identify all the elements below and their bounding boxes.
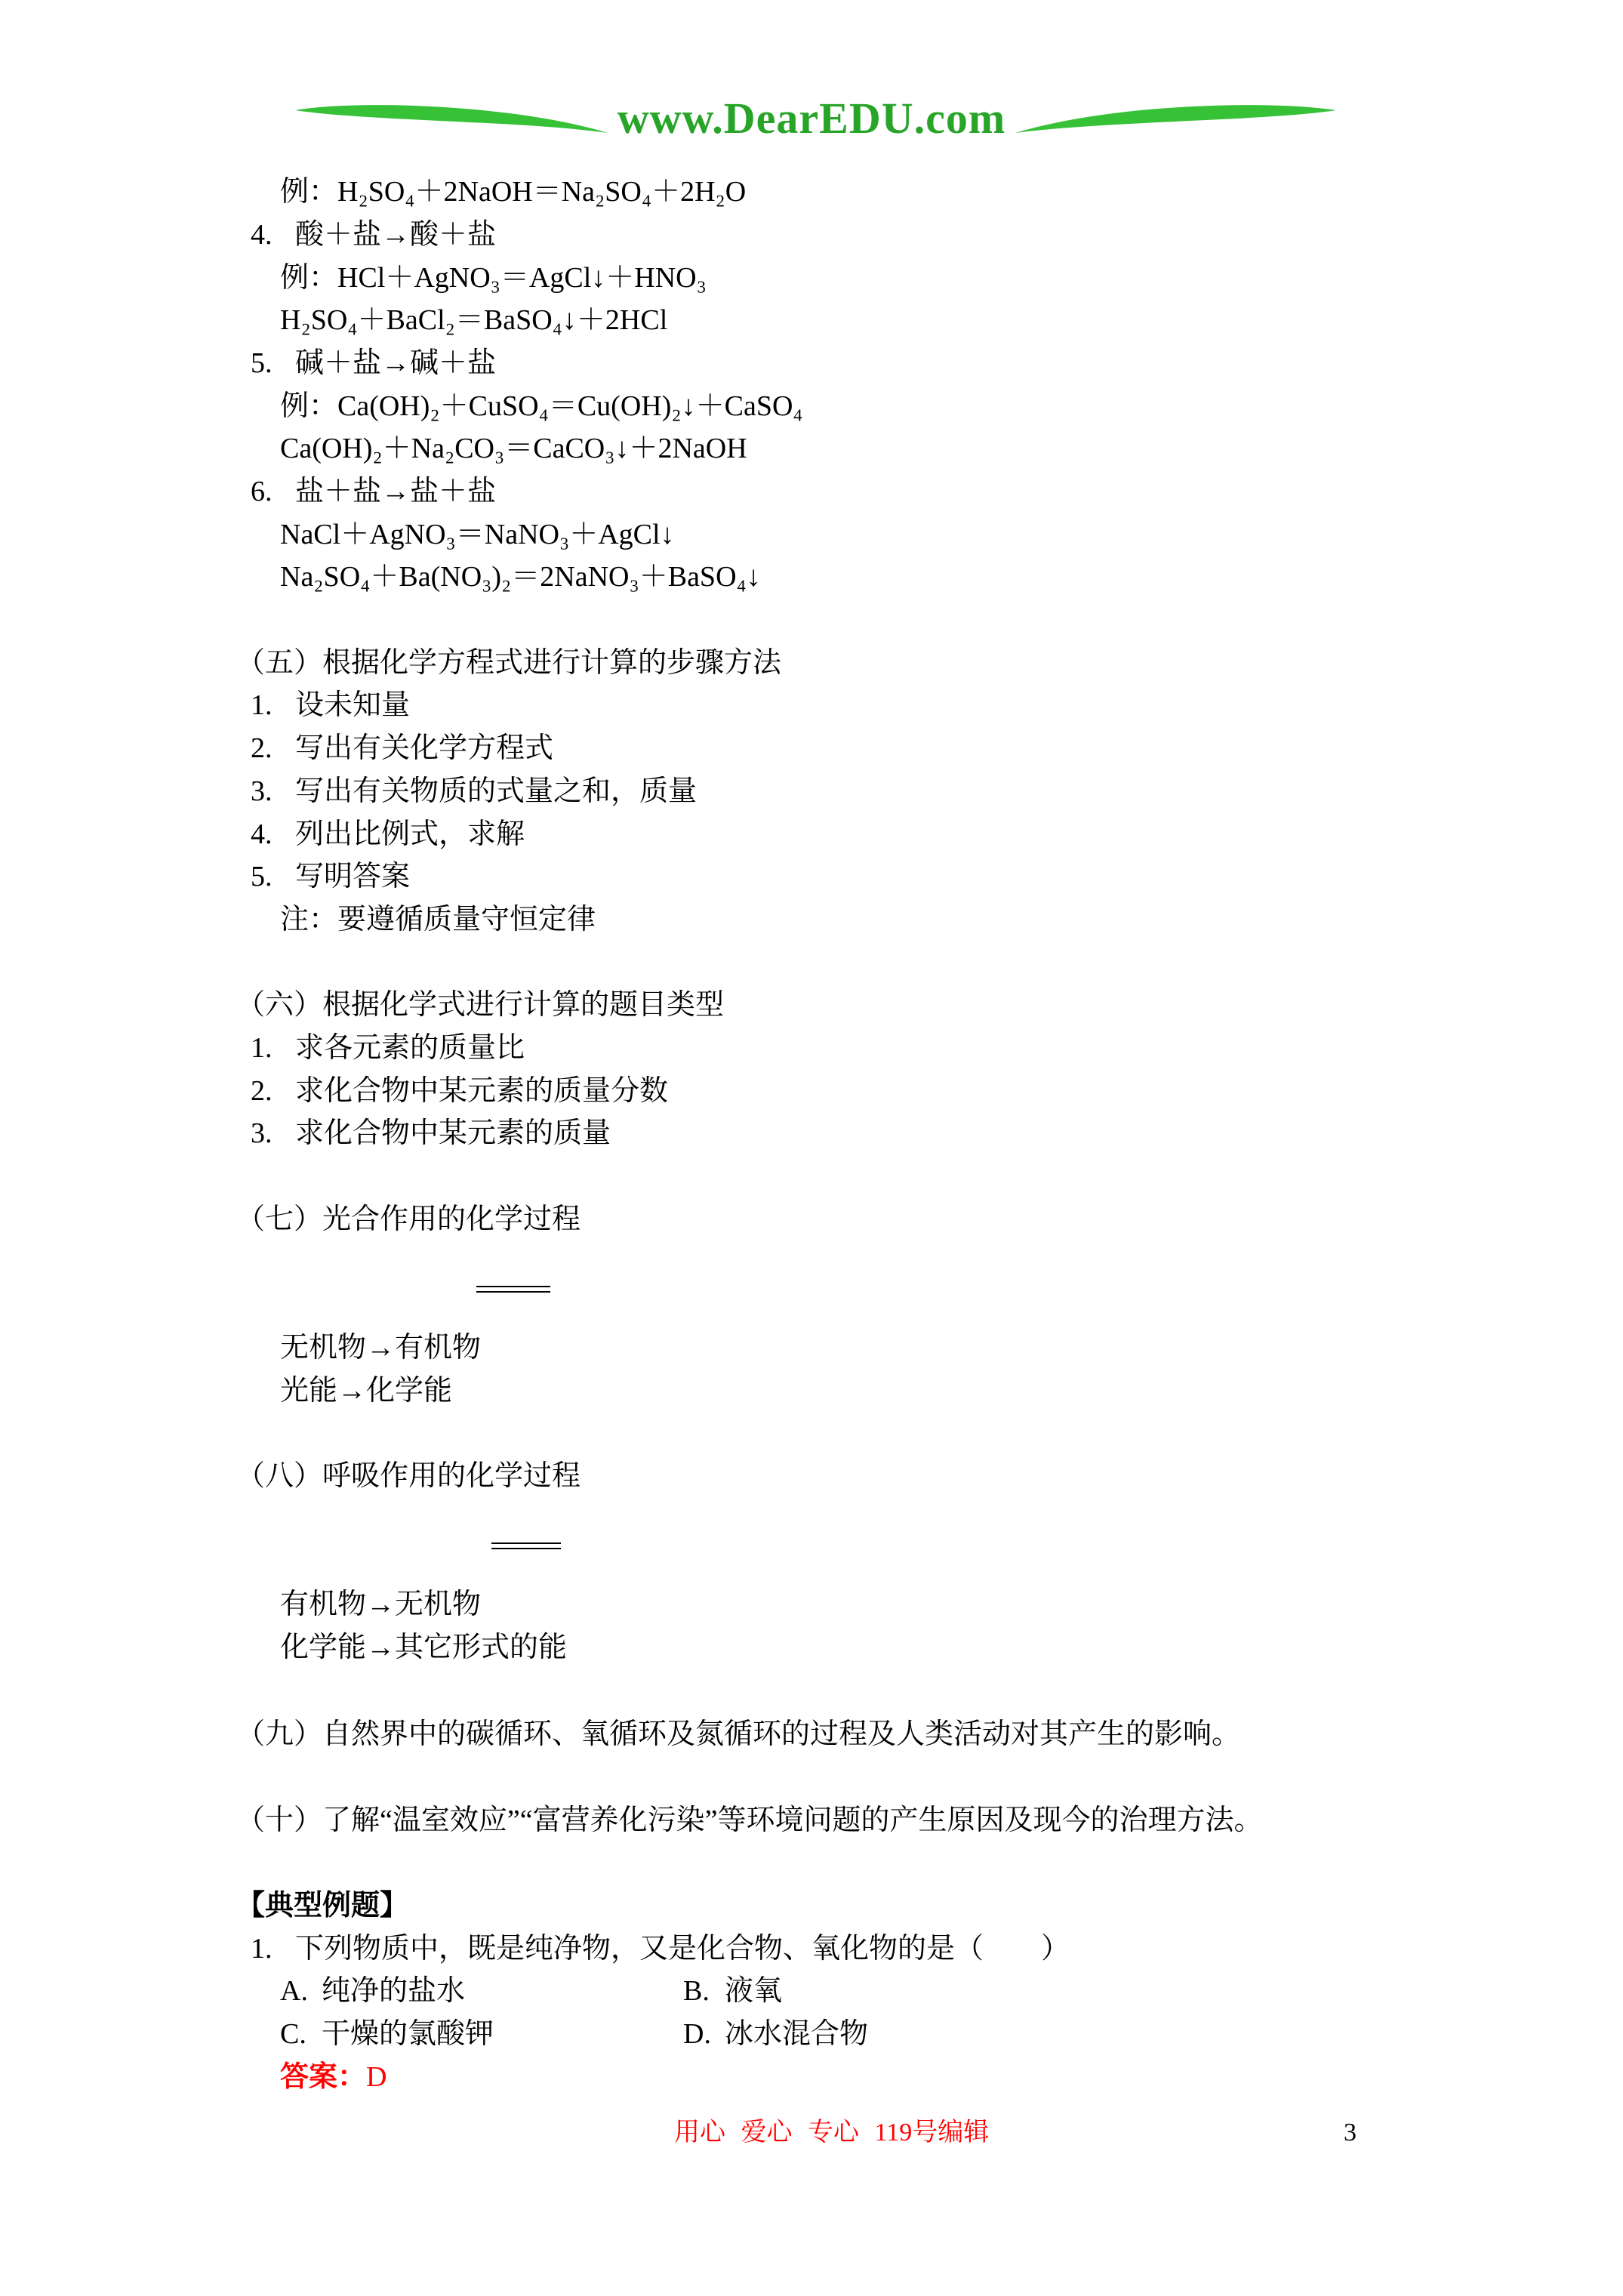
section-heading: （十）了解“温室效应”“富营养化污染”等环境问题的产生原因及现今的治理方法。	[236, 1804, 1263, 1836]
reaction-type-item	[251, 470, 496, 513]
example-equation: Ca(OH)₂＋Na₂CO₃＝CaCO₃↓＋2NaOH	[280, 433, 747, 464]
answer-value: D	[366, 2061, 387, 2093]
page-number: 3	[1344, 2119, 1357, 2147]
list-item	[251, 1112, 611, 1154]
item-number: 4.	[251, 219, 273, 251]
item-number: 1.	[251, 1032, 273, 1064]
process-line: 光能→化学能	[280, 1375, 453, 1407]
process-line: 化学能→其它形式的能	[280, 1632, 568, 1663]
section-heading: （七）光合作用的化学过程	[236, 1203, 581, 1235]
item-number: 2.	[251, 732, 273, 764]
example-equation: H₂SO₄＋BaCl₂＝BaSO₄↓＋2HCl	[280, 304, 668, 336]
question-number: 1.	[251, 1933, 273, 1965]
option-c	[280, 2013, 494, 2055]
item-text: 写明答案	[295, 861, 411, 892]
item-number: 5.	[251, 347, 273, 379]
item-text: 盐＋盐→盐＋盐	[295, 476, 497, 507]
option-label: A.	[280, 1975, 308, 2007]
section-heading: （八）呼吸作用的化学过程	[236, 1460, 581, 1492]
reaction-type-item	[251, 342, 496, 384]
list-item	[251, 1027, 525, 1069]
option-text: 干燥的氯酸钾	[322, 2018, 494, 2050]
option-text: 冰水混合物	[725, 2018, 869, 2050]
item-text: 设未知量	[295, 689, 411, 721]
list-item	[251, 684, 410, 726]
option-label: D.	[683, 2018, 711, 2050]
item-text: 写出有关化学方程式	[295, 732, 554, 764]
example-equation: NaCl＋AgNO₃＝NaNO₃＋AgCl↓	[280, 519, 675, 550]
section-heading: （六）根据化学式进行计算的题目类型	[236, 989, 725, 1021]
option-b	[683, 1970, 782, 2012]
example-equation: 例：Ca(OH)₂＋CuSO₄＝Cu(OH)₂↓＋CaSO₄	[280, 390, 803, 422]
item-text: 写出有关物质的式量之和，质量	[295, 775, 698, 807]
item-text: 碱＋盐→碱＋盐	[295, 347, 497, 379]
answer	[280, 2056, 387, 2098]
list-item	[251, 770, 697, 812]
equation-double-line	[491, 1542, 561, 1549]
footer-slogan: 用心 爱心 专心 119号编辑	[674, 2119, 990, 2147]
item-number: 3.	[251, 775, 273, 807]
item-number: 2.	[251, 1075, 273, 1107]
examples-heading: 【典型例题】	[236, 1890, 409, 1922]
process-line: 有机物→无机物	[280, 1589, 482, 1620]
item-number: 5.	[251, 861, 273, 892]
option-label: B.	[683, 1975, 710, 2007]
option-text: 纯净的盐水	[322, 1975, 466, 2007]
option-text: 液氧	[725, 1975, 783, 2007]
item-text: 求各元素的质量比	[295, 1032, 525, 1064]
list-item	[251, 855, 410, 898]
option-a	[280, 1970, 465, 2012]
section-heading: （九）自然界中的碳循环、氧循环及氮循环的过程及人类活动对其产生的影响。	[236, 1718, 1241, 1750]
item-text: 求化合物中某元素的质量	[295, 1117, 611, 1149]
answer-label: 答案：	[280, 2061, 367, 2093]
item-number: 1.	[251, 689, 273, 721]
item-text: 列出比例式，求解	[295, 818, 525, 850]
item-text: 求化合物中某元素的质量分数	[295, 1075, 669, 1107]
process-line: 无机物→有机物	[280, 1332, 482, 1364]
question	[251, 1928, 1070, 1970]
list-item	[251, 727, 553, 769]
question-text: 下列物质中，既是纯净物，又是化合物、氧化物的是（ ）	[295, 1933, 1070, 1965]
item-number: 3.	[251, 1117, 273, 1149]
example-equation: 例：H₂SO₄＋2NaOH＝Na₂SO₄＋2H₂O	[280, 176, 747, 208]
item-number: 6.	[251, 476, 273, 507]
item-text: 酸＋盐→酸＋盐	[295, 219, 497, 251]
note-text: 注：要遵循质量守恒定律	[280, 904, 596, 935]
example-equation: 例：HCl＋AgNO₃＝AgCl↓＋HNO₃	[280, 262, 707, 294]
section-heading: （五）根据化学方程式进行计算的步骤方法	[236, 647, 782, 679]
example-equation: Na₂SO₄＋Ba(NO₃)₂＝2NaNO₃＋BaSO₄↓	[280, 561, 761, 593]
option-label: C.	[280, 2018, 306, 2050]
item-number: 4.	[251, 818, 273, 850]
list-item	[251, 813, 525, 855]
list-item	[251, 1070, 668, 1112]
site-logo-text: www.DearEDU.com	[617, 94, 1006, 143]
equation-double-line	[476, 1286, 550, 1293]
reaction-type-item	[251, 214, 496, 256]
option-d	[683, 2013, 868, 2055]
